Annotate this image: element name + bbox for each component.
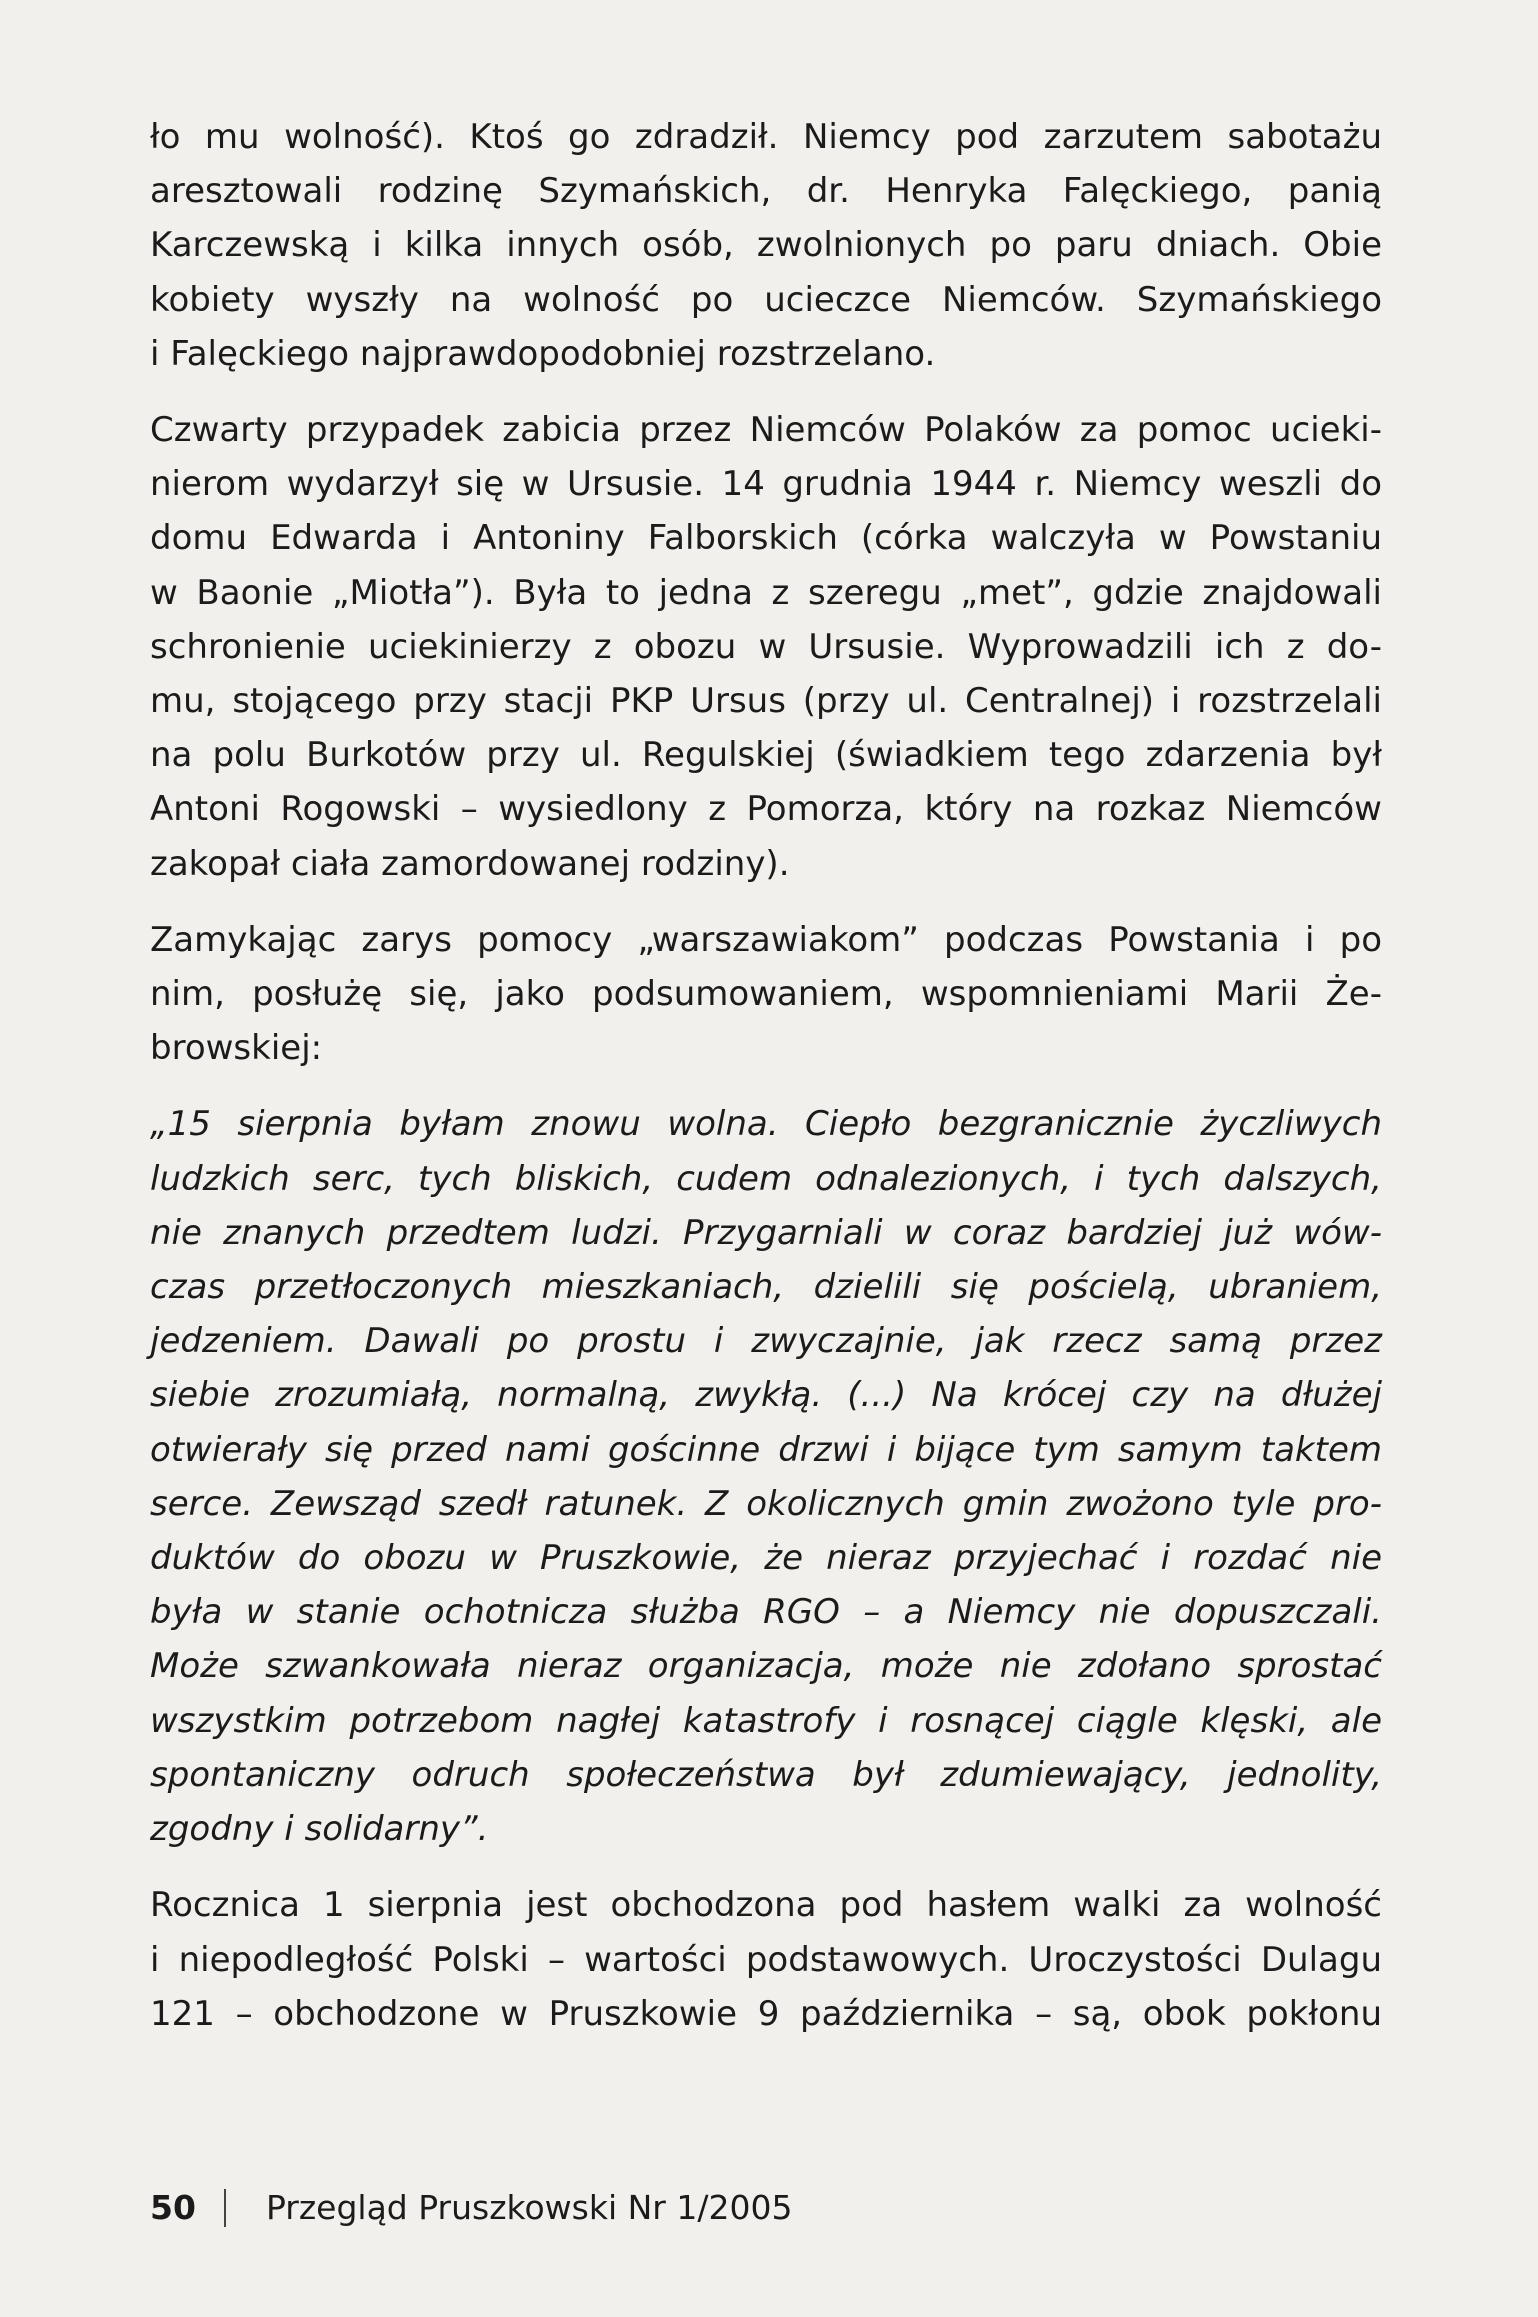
- quote-line: siebie zrozumiałą, normalną, zwykłą. (...) Na krócej czy na dłużej: [150, 1375, 1382, 1416]
- text-line: Czwarty przypadek zabicia przez Niemców Polaków za pomoc ucieki-: [150, 410, 1382, 451]
- page-footer: [150, 2186, 792, 2230]
- closing-paragraph: [150, 1878, 1382, 2041]
- quote-line: ludzkich serc, tych bliskich, cudem odnalezionych, i tych dalszych,: [150, 1158, 1382, 1199]
- text-line: schronienie uciekinierzy z obozu w Ursusie. Wyprowadzili ich z do-: [150, 626, 1382, 667]
- quote-line: otwierały się przed nami gościnne drzwi i bijące tym samym taktem: [150, 1429, 1382, 1470]
- text-line: nierom wydarzył się w Ursusie. 14 grudnia 1944 r. Niemcy weszli do: [150, 464, 1382, 505]
- quote-line: była w stanie ochotnicza służba RGO – a Niemcy nie dopuszczali.: [150, 1592, 1382, 1633]
- text-line: browskiej:: [150, 1028, 323, 1069]
- text-line: mu, stojącego przy stacji PKP Ursus (przy ul. Centralnej) i rozstrzelali: [150, 681, 1382, 722]
- text-line: Rocznica 1 sierpnia jest obchodzona pod hasłem walki za wolność: [150, 1885, 1382, 1926]
- paragraph-2: [150, 403, 1382, 891]
- text-line: ło mu wolność). Ktoś go zdradził. Niemcy pod zarzutem sabotażu: [150, 117, 1382, 157]
- quote-line: zgodny i solidarny”.: [150, 1809, 489, 1850]
- quote-block: [150, 1097, 1382, 1856]
- quote-line: duktów do obozu w Pruszkowie, że nieraz przyjechać i rozdać nie: [150, 1538, 1382, 1579]
- quote-line: wszystkim potrzebom nagłej katastrofy i rosnącej ciągle klęski, ale: [150, 1700, 1382, 1741]
- text-line: na polu Burkotów przy ul. Regulskiej (świadkiem tego zdarzenia był: [150, 735, 1382, 776]
- quote-line: „15 sierpnia byłam znowu wolna. Ciepło bezgranicznie życzliwych: [150, 1104, 1382, 1145]
- text-line: aresztowali rodzinę Szymańskich, dr. Henryka Falęckiego, panią: [150, 171, 1382, 212]
- text-line: w Baonie „Miotła”). Była to jedna z szeregu „met”, gdzie znajdowali: [150, 572, 1382, 613]
- text-line: domu Edwarda i Antoniny Falborskich (córka walczyła w Powstaniu: [150, 518, 1382, 559]
- paragraph-3: [150, 913, 1382, 1076]
- publication-title: Przegląd Pruszkowski Nr 1/2005: [265, 2188, 793, 2227]
- quote-line: Może szwankowała nieraz organizacja, może nie zdołano sprostać: [150, 1646, 1382, 1687]
- quote-line: czas przetłoczonych mieszkaniach, dzielili się pościelą, ubraniem,: [150, 1267, 1382, 1308]
- footer-divider: [224, 2189, 226, 2227]
- page-number: 50: [150, 2188, 196, 2227]
- quote-line: spontaniczny odruch społeczeństwa był zdumiewający, jednolity,: [150, 1754, 1382, 1795]
- text-column: [150, 110, 1382, 2063]
- text-line: kobiety wyszły na wolność po ucieczce Niemców. Szymańskiego: [150, 279, 1382, 320]
- quote-line: nie znanych przedtem ludzi. Przygarniali w coraz bardziej już wów-: [150, 1212, 1382, 1253]
- text-line: 121 – obchodzone w Pruszkowie 9 października – są, obok pokłonu: [150, 1993, 1382, 2034]
- text-line: Zamykając zarys pomocy „warszawiakom” podczas Powstania i po: [150, 919, 1382, 960]
- quote-line: jedzeniem. Dawali po prostu i zwyczajnie, jak rzecz samą przez: [150, 1321, 1382, 1362]
- text-line: nim, posłużę się, jako podsumowaniem, wspomnieniami Marii Że-: [150, 974, 1382, 1015]
- quote-line: serce. Zewsząd szedł ratunek. Z okolicznych gmin zwożono tyle pro-: [150, 1483, 1382, 1524]
- text-line: i niepodległość Polski – wartości podstawowych. Uroczystości Dulagu: [150, 1939, 1382, 1980]
- text-line: i Falęckiego najprawdopodobniej rozstrzelano.: [150, 333, 936, 374]
- text-line: Karczewską i kilka innych osób, zwolnionych po paru dniach. Obie: [150, 225, 1382, 266]
- text-line: Antoni Rogowski – wysiedlony z Pomorza, który na rozkaz Niemców: [150, 789, 1382, 830]
- text-line: zakopał ciała zamordowanej rodziny).: [150, 843, 790, 884]
- paragraph-1: [150, 110, 1382, 381]
